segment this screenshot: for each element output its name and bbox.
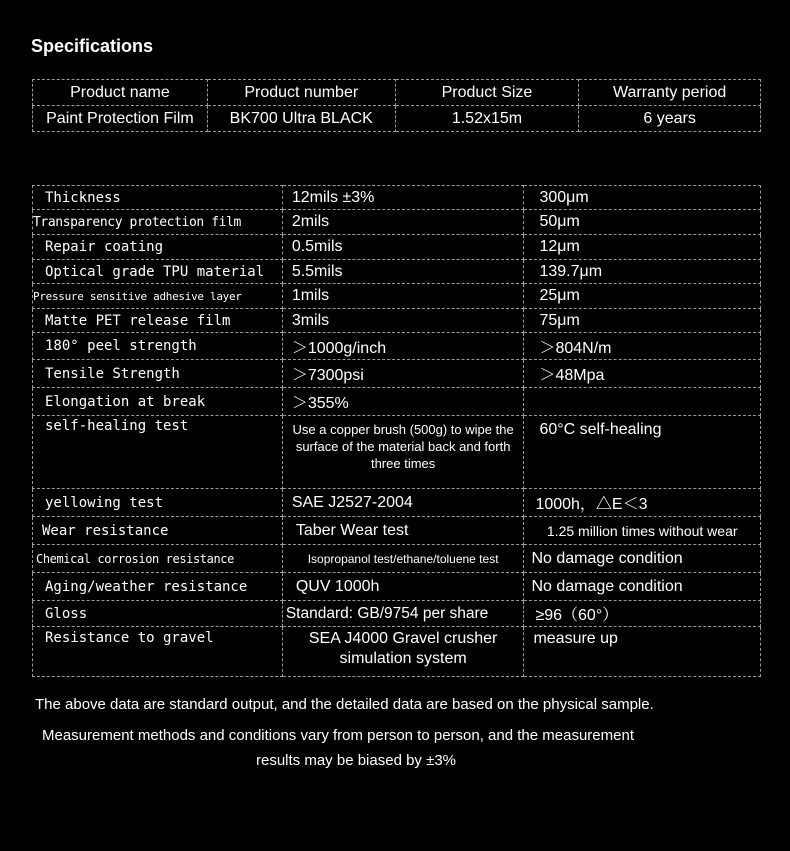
header-product-size: Product Size xyxy=(395,80,579,106)
spec-label: yellowing test xyxy=(33,489,283,517)
spec-value-metric: 50μm xyxy=(524,210,761,235)
spec-value-metric: ＞804N/m xyxy=(524,333,761,360)
spec-value-metric: measure up xyxy=(524,627,761,677)
spec-value-metric: 1000h，△E＜3 xyxy=(524,489,761,517)
table-row xyxy=(33,545,761,573)
header-product-name: Product name xyxy=(33,80,208,106)
spec-label: Transparency protection film xyxy=(33,210,283,235)
spec-value-metric: No damage condition xyxy=(524,573,761,601)
spec-label: Pressure sensitive adhesive layer xyxy=(33,284,283,309)
table-row xyxy=(33,573,761,601)
spec-label: Elongation at break xyxy=(33,388,283,416)
warranty-period-value: 6 years xyxy=(579,106,761,132)
table-row xyxy=(33,309,761,333)
spec-value-metric: ＞48Mpa xyxy=(524,360,761,388)
spec-label: Gloss xyxy=(33,601,283,627)
spec-label: Resistance to gravel xyxy=(33,627,283,677)
spec-value-metric: 1.25 million times without wear xyxy=(524,517,761,545)
table-row xyxy=(33,517,761,545)
table-row xyxy=(33,186,761,210)
table-row xyxy=(33,235,761,260)
spec-value-metric: 60°C self-healing xyxy=(524,416,761,489)
page-title: Specifications xyxy=(31,36,154,56)
spec-value-imperial: 0.5mils xyxy=(282,235,524,260)
spec-value-imperial: SAE J2527-2004 xyxy=(282,489,524,517)
spec-value-imperial: 5.5mils xyxy=(282,260,524,284)
spec-value-imperial: Isopropanol test/ethane/toluene test xyxy=(282,545,524,573)
spec-label: Matte PET release film xyxy=(33,309,283,333)
spec-label: Repair coating xyxy=(33,235,283,260)
spec-value-imperial: Taber Wear test xyxy=(282,517,524,545)
spec-value-metric: ≥96（60°） xyxy=(524,601,761,627)
spec-table xyxy=(32,185,761,677)
spec-label: Tensile Strength xyxy=(33,360,283,388)
spec-label: 180° peel strength xyxy=(33,333,283,360)
spec-value-metric: 300μm xyxy=(524,186,761,210)
spec-value-imperial: ＞7300psi xyxy=(282,360,524,388)
table-row xyxy=(33,601,761,627)
table-row xyxy=(33,360,761,388)
table-row xyxy=(33,260,761,284)
spec-value-metric: No damage condition xyxy=(524,545,761,573)
note-measurement-methods: Measurement methods and conditions vary from person to person, and the measurement xyxy=(42,727,634,744)
table-row xyxy=(33,284,761,309)
spec-value-imperial: SEA J4000 Gravel crusher simulation system xyxy=(282,627,524,677)
spec-value-metric: 12μm xyxy=(524,235,761,260)
spec-value-metric: 25μm xyxy=(524,284,761,309)
table-row xyxy=(33,416,761,489)
spec-label: Aging/weather resistance xyxy=(33,573,283,601)
table-row xyxy=(33,210,761,235)
spec-value-imperial: Standard: GB/9754 per share xyxy=(282,601,524,627)
spec-value-imperial: 2mils xyxy=(282,210,524,235)
spec-label: Thickness xyxy=(33,186,283,210)
header-warranty-period: Warranty period xyxy=(579,80,761,106)
note-standard-output: The above data are standard output, and the detailed data are based on the physical sample. xyxy=(35,696,654,713)
spec-value-metric: 75μm xyxy=(524,309,761,333)
table-row xyxy=(33,489,761,517)
spec-value-imperial: QUV 1000h xyxy=(282,573,524,601)
product-header-row xyxy=(33,80,761,106)
spec-value-imperial: ＞355% xyxy=(282,388,524,416)
header-product-number: Product number xyxy=(207,80,395,106)
spec-value-imperial: ＞1000g/inch xyxy=(282,333,524,360)
spec-label: Optical grade TPU material xyxy=(33,260,283,284)
spec-value-metric xyxy=(524,388,761,416)
note-measurement-bias: results may be biased by ±3% xyxy=(256,752,456,769)
spec-label: Wear resistance xyxy=(33,517,283,545)
product-value-row xyxy=(33,106,761,132)
product-table xyxy=(32,79,761,132)
spec-value-metric: 139.7μm xyxy=(524,260,761,284)
product-name-value: Paint Protection Film xyxy=(33,106,208,132)
table-row xyxy=(33,388,761,416)
spec-value-imperial: 3mils xyxy=(282,309,524,333)
spec-label: self-healing test xyxy=(33,416,283,489)
table-row xyxy=(33,627,761,677)
spec-value-imperial: 1mils xyxy=(282,284,524,309)
product-size-value: 1.52x15m xyxy=(395,106,579,132)
spec-value-imperial: 12mils ±3% xyxy=(282,186,524,210)
spec-value-imperial: Use a copper brush (500g) to wipe the surface of the material back and forth three times xyxy=(282,416,524,489)
spec-label: Chemical corrosion resistance xyxy=(33,545,283,573)
table-row xyxy=(33,333,761,360)
product-number-value: BK700 Ultra BLACK xyxy=(207,106,395,132)
